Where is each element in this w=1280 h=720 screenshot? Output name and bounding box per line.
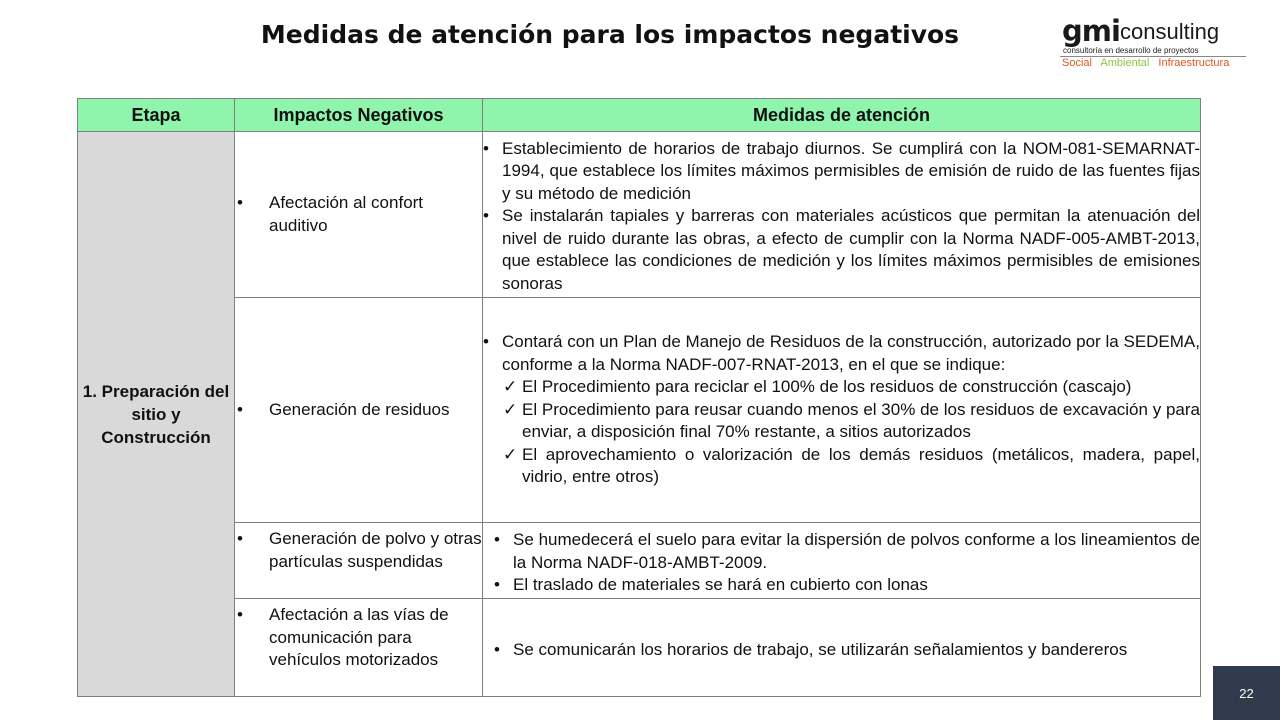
- logo-areas: [1062, 57, 1235, 69]
- impacts-table: [77, 98, 1201, 697]
- logo-wordmark: consulting: [1120, 19, 1220, 44]
- bullet-icon: •: [494, 530, 500, 550]
- measures-cell: [483, 298, 1201, 523]
- impact-text: Afectación al confort auditivo: [269, 193, 424, 235]
- bullet-icon: •: [237, 529, 243, 548]
- check-icon: ✓: [503, 377, 518, 397]
- slide-title: Medidas de atención para los impactos negativos: [260, 20, 960, 49]
- measure-text: Establecimiento de horarios de trabajo diurnos. Se cumplirá con la NOM-081-SEMARNAT-1994, que establece los límites máximos permisibles de emisión de ruido de las fuentes fijas y su método de medición: [502, 138, 1200, 203]
- bullet-icon: •: [483, 206, 489, 226]
- logo-area-infraestructura: Infraestructura: [1158, 57, 1230, 69]
- measure-text: Contará con un Plan de Manejo de Residuos de la construcción, autorizado por la SEDEMA, conforme a la Norma NADF-007-RNAT-2013, en el que se indique:: [502, 332, 1200, 374]
- header-medidas: Medidas de atención: [483, 99, 1201, 132]
- measures-cell: [483, 132, 1201, 298]
- header-etapa: Etapa: [78, 99, 235, 132]
- impact-text: Afectación a las vías de comunicación para vehículos motorizados: [269, 605, 449, 669]
- logo-area-ambiental: Ambiental: [1100, 57, 1150, 69]
- bullet-icon: •: [237, 605, 243, 624]
- check-item-text: El aprovechamiento o valorización de los demás residuos (metálicos, madera, papel, vidrio, entre otros): [522, 444, 1200, 487]
- table-header-row: [78, 99, 1201, 132]
- header-impactos: Impactos Negativos: [235, 99, 483, 132]
- check-icon: ✓: [503, 444, 518, 464]
- table-row: [78, 298, 1201, 523]
- check-icon: ✓: [503, 399, 518, 419]
- bullet-icon: •: [237, 399, 243, 419]
- page-number: 22: [1239, 685, 1254, 701]
- measure-text: El traslado de materiales se hará en cubierto con lonas: [513, 575, 928, 595]
- company-logo: [1060, 16, 1260, 72]
- bullet-icon: •: [237, 193, 243, 212]
- impact-cell: [235, 523, 483, 599]
- check-item-text: El Procedimiento para reusar cuando menos el 30% de los residuos de excavación y para enviar, a disposición final 70% restante, a sitios autorizados: [522, 399, 1200, 442]
- measure-text: Se comunicarán los horarios de trabajo, se utilizarán señalamientos y bandereros: [513, 639, 1128, 659]
- check-item-text: El Procedimiento para reciclar el 100% de los residuos de construcción (cascajo): [522, 377, 1132, 397]
- bullet-icon: •: [483, 332, 489, 352]
- stage-cell: 1. Preparación del sitio y Construcción: [78, 132, 235, 697]
- page-number-badge: [1213, 666, 1280, 720]
- logo-tagline: consultoría en desarrollo de proyectos: [1063, 46, 1199, 55]
- impact-text: Generación de residuos: [269, 399, 450, 419]
- bullet-icon: •: [494, 575, 500, 595]
- impact-cell: [235, 599, 483, 697]
- measures-cell: [483, 523, 1201, 599]
- table-row: [78, 132, 1201, 298]
- logo-area-social: Social: [1062, 57, 1092, 69]
- impact-cell: [235, 298, 483, 523]
- measures-cell: [483, 599, 1201, 697]
- logo-mark: gmi: [1062, 14, 1120, 48]
- bullet-icon: •: [494, 639, 500, 659]
- bullet-icon: •: [483, 138, 489, 158]
- measure-text: Se instalarán tapiales y barreras con materiales acústicos que permitan la atenuación del nivel de ruido durante las obras, a efecto de cumplir con la Norma NADF-005-AMBT-2013, que establece las condiciones de medición y los límites máximos permisibles de emisiones sonoras: [502, 206, 1200, 293]
- table-row: [78, 523, 1201, 599]
- impact-cell: [235, 132, 483, 298]
- table-row: [78, 599, 1201, 697]
- measure-text: Se humedecerá el suelo para evitar la dispersión de polvos conforme a los lineamientos de la Norma NADF-018-AMBT-2009.: [513, 530, 1200, 572]
- impact-text: Generación de polvo y otras partículas suspendidas: [269, 529, 482, 571]
